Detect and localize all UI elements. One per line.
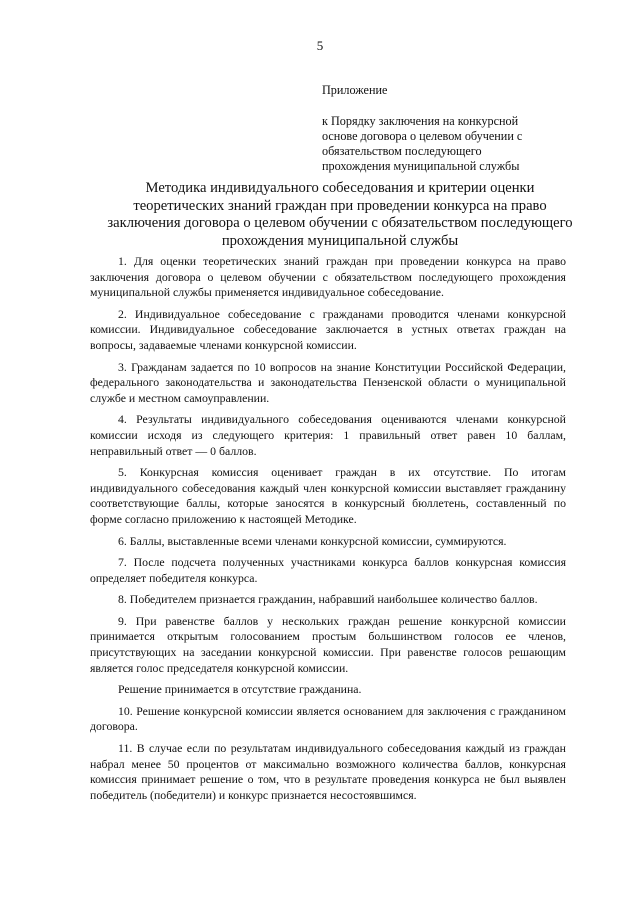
appendix-line: к Порядку заключения на конкурсной	[322, 114, 519, 128]
paragraph: Решение принимается в отсутствие гражданина.	[118, 682, 362, 697]
paragraph: 9. При равенстве баллов у нескольких граждан решение конкурсной комиссии принимается открытым голосованием простым большинством голосов ее членов, присутствующих на заседании конкурсной комиссии. При равенстве голосов решающим является голос председателя конкурсной комиссии.	[90, 613, 566, 675]
paragraph: 4. Результаты индивидуального собеседования оцениваются членами конкурсной комиссии исходя из следующего критерия: 1 правильный ответ равен 10 баллам, неправильный ответ — 0 баллов.	[90, 412, 566, 458]
title-line: прохождения муниципальной службы	[221, 232, 459, 249]
paragraph: 10. Решение конкурсной комиссии является основанием для заключения с гражданином договора.	[90, 703, 566, 734]
paragraph: 11. В случае если по результатам индивидуального собеседования каждый из граждан набрал менее 50 процентов от максимально возможного количества баллов, конкурсная комиссия принимает решение о том, что в результате проведения конкурса не был выявлен победитель (победители) и конкурс признается несостоявшимся.	[90, 741, 566, 802]
paragraph: 3. Гражданам задается по 10 вопросов на знание Конституции Российской Федерации, федерального законодательства и законодательства Пензенской области о муниципальной службе и местном самоуправлении.	[90, 359, 566, 405]
paragraph: 5. Конкурсная комиссия оценивает граждан в их отсутствие. По итогам индивидуального собеседования каждый член конкурсной комиссии выставляет гражданину соответствующие баллы, которые заносятся в конкурсный бюллетень, составленный по форме согласно приложению к настоящей Методике.	[90, 465, 566, 526]
page-number: 5	[316, 38, 324, 53]
appendix-line: обязательством последующего	[322, 144, 482, 158]
paragraph: 2. Индивидуальное собеседование с гражданами проводится членами конкурсной комиссии. Индивидуальное собеседование заключается в устных ответах граждан на вопросы, задаваемые членами конкурсной комиссии.	[90, 306, 566, 352]
paragraph: 6. Баллы, выставленные всеми членами конкурсной комиссии, суммируются.	[118, 533, 507, 548]
paragraph: 7. После подсчета полученных участниками конкурса баллов конкурсная комиссия определяет победителя конкурса.	[90, 555, 566, 585]
title-line: теоретических знаний граждан при проведении конкурса на право	[133, 197, 547, 214]
title-line: Методика индивидуального собеседования и критерии оценки	[145, 180, 535, 196]
document-title	[90, 180, 590, 250]
paragraph: 1. Для оценки теоретических знаний граждан при проведении конкурса на право заключения договора о целевом обучении с обязательством последующего прохождения муниципальной службы применяется индивидуальное собеседование.	[90, 254, 566, 300]
document-body	[90, 254, 566, 809]
appendix-line: прохождения муниципальной службы	[322, 159, 520, 173]
paragraph: 8. Победителем признается гражданин, набравший наибольшее количество баллов.	[118, 592, 538, 607]
appendix-line: основе договора о целевом обучении с	[322, 129, 523, 143]
appendix-title: Приложение	[322, 83, 388, 97]
appendix-block	[322, 83, 562, 174]
title-line: заключения договора о целевом обучении с обязательством последующего	[107, 215, 573, 231]
